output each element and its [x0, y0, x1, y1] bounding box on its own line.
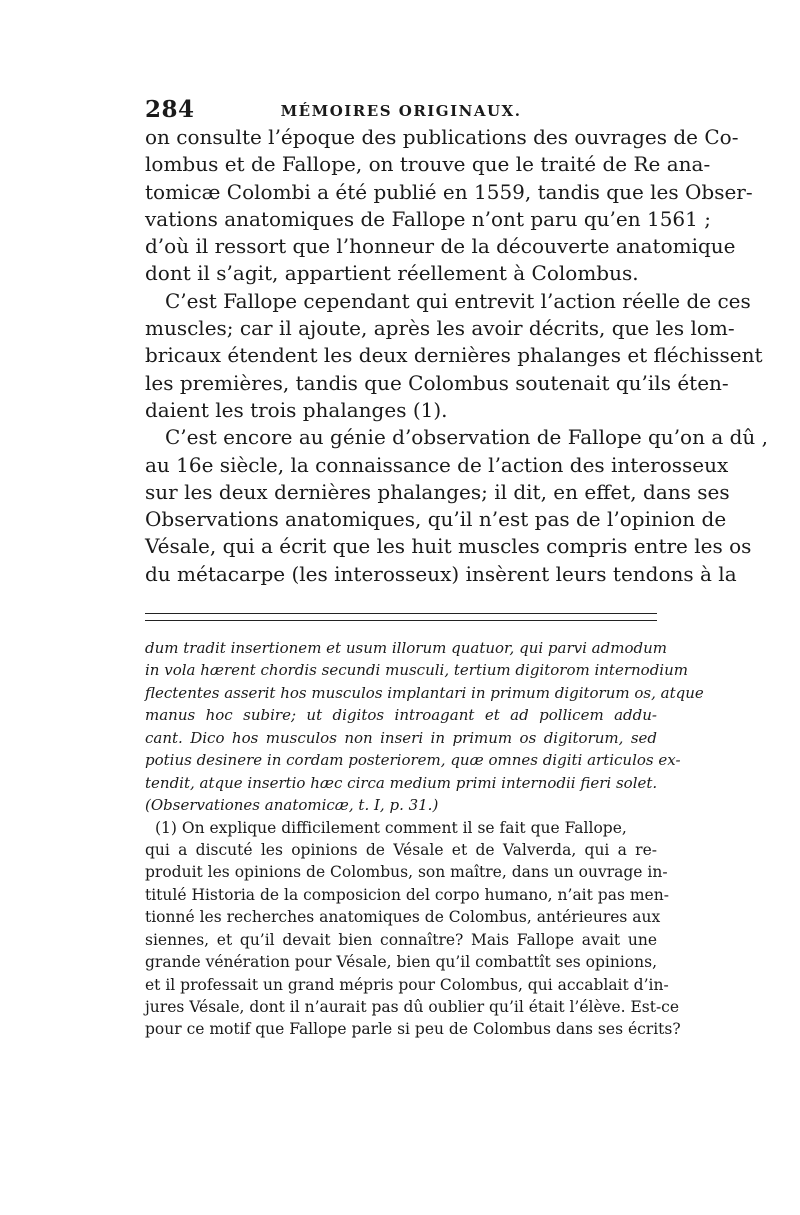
body-line: tomicæ Colombi a été publié en 1559, tandis que les Obser-	[145, 179, 753, 204]
body-line: les premières, tandis que Colombus soutenait qu’ils éten-	[145, 370, 729, 395]
body-line: bricaux étendent les deux dernières phalanges et fléchissent	[145, 343, 763, 368]
footnote-1	[145, 817, 681, 1041]
note-line: cant. Dico hos musculos non inseri in primum os digitorum, sed	[145, 728, 657, 747]
body-line: on consulte l’époque des publications des ouvrages de Co-	[145, 125, 739, 149]
body-line: C’est encore au génie d’observation de Fallope qu’on a dû ,	[165, 425, 769, 450]
running-title: MÉMOIRES ORIGINAUX.	[280, 102, 522, 120]
note-line: (1) On explique difficilement comment il se fait que Fallope,	[155, 818, 627, 837]
body-line: du métacarpe (les interosseux) insèrent leurs tendons à la	[145, 561, 737, 586]
note-line: siennes, et qu’il devait bien connaître? Mais Fallope avait une	[145, 930, 657, 949]
body-line: au 16e siècle, la connaissance de l’action des interosseux	[145, 452, 729, 477]
body-line: dont il s’agit, appartient réellement à Colombus.	[145, 261, 639, 286]
note-line: produit les opinions de Colombus, son maître, dans un ouvrage in-	[145, 863, 668, 882]
note-line: dum tradit insertionem et usum illorum quatuor, qui parvi admodum	[145, 639, 667, 657]
footnotes	[145, 637, 704, 1041]
note-line: manus hoc subire; ut digitos introagant et ad pollicem addu-	[145, 706, 657, 725]
footnote-separator-rule	[145, 620, 657, 621]
note-line: tionné les recherches anatomiques de Colombus, antérieures aux	[145, 908, 661, 927]
body-text	[145, 124, 769, 588]
body-line: d’où il ressort que l’honneur de la découverte anatomique	[145, 234, 736, 259]
note-line: in vola hærent chordis secundi musculi, tertium digitorom internodium	[145, 661, 688, 680]
note-line: tendit, atque insertio hæc circa medium primi internodii fieri solet.	[145, 773, 658, 792]
body-line: daient les trois phalanges (1).	[145, 397, 448, 422]
page-number: 284	[145, 96, 195, 123]
note-line: pour ce motif que Fallope parle si peu de Colombus dans ses écrits?	[145, 1020, 681, 1039]
latin-quotation	[145, 637, 704, 817]
body-line: C’est Fallope cependant qui entrevit l’action réelle de ces	[165, 288, 751, 313]
body-line: sur les deux dernières phalanges; il dit, en effet, dans ses	[145, 479, 730, 504]
body-line: lombus et de Fallope, on trouve que le traité de Re ana-	[145, 152, 711, 177]
note-line: (Observationes anatomicæ, t. I, p. 31.)	[145, 796, 439, 815]
note-line: titulé Historia de la composicion del corpo humano, n’ait pas men-	[145, 885, 669, 904]
note-line: potius desinere in cordam posteriorem, quæ omnes digiti articulos ex-	[145, 751, 681, 770]
page-header	[145, 96, 657, 126]
note-line: qui a discuté les opinions de Vésale et de Valverda, qui a re-	[145, 840, 657, 859]
note-line: grande vénération pour Vésale, bien qu’il combattît ses opinions,	[145, 953, 657, 972]
note-line: et il professait un grand mépris pour Colombus, qui accablait d’in-	[145, 975, 669, 994]
body-line: Vésale, qui a écrit que les huit muscles compris entre les os	[145, 534, 752, 559]
note-line: flectentes asserit hos musculos implantari in primum digitorum os, atque	[145, 683, 704, 702]
body-line: vations anatomiques de Fallope n’ont paru qu’en 1561 ;	[145, 206, 711, 231]
footnote-separator-rule	[145, 613, 657, 614]
body-line: Observations anatomiques, qu’il n’est pas de l’opinion de	[145, 507, 727, 532]
note-line: jures Vésale, dont il n’aurait pas dû oublier qu’il était l’élève. Est-ce	[145, 998, 680, 1016]
body-line: muscles; car il ajoute, après les avoir décrits, que les lom-	[145, 316, 735, 341]
